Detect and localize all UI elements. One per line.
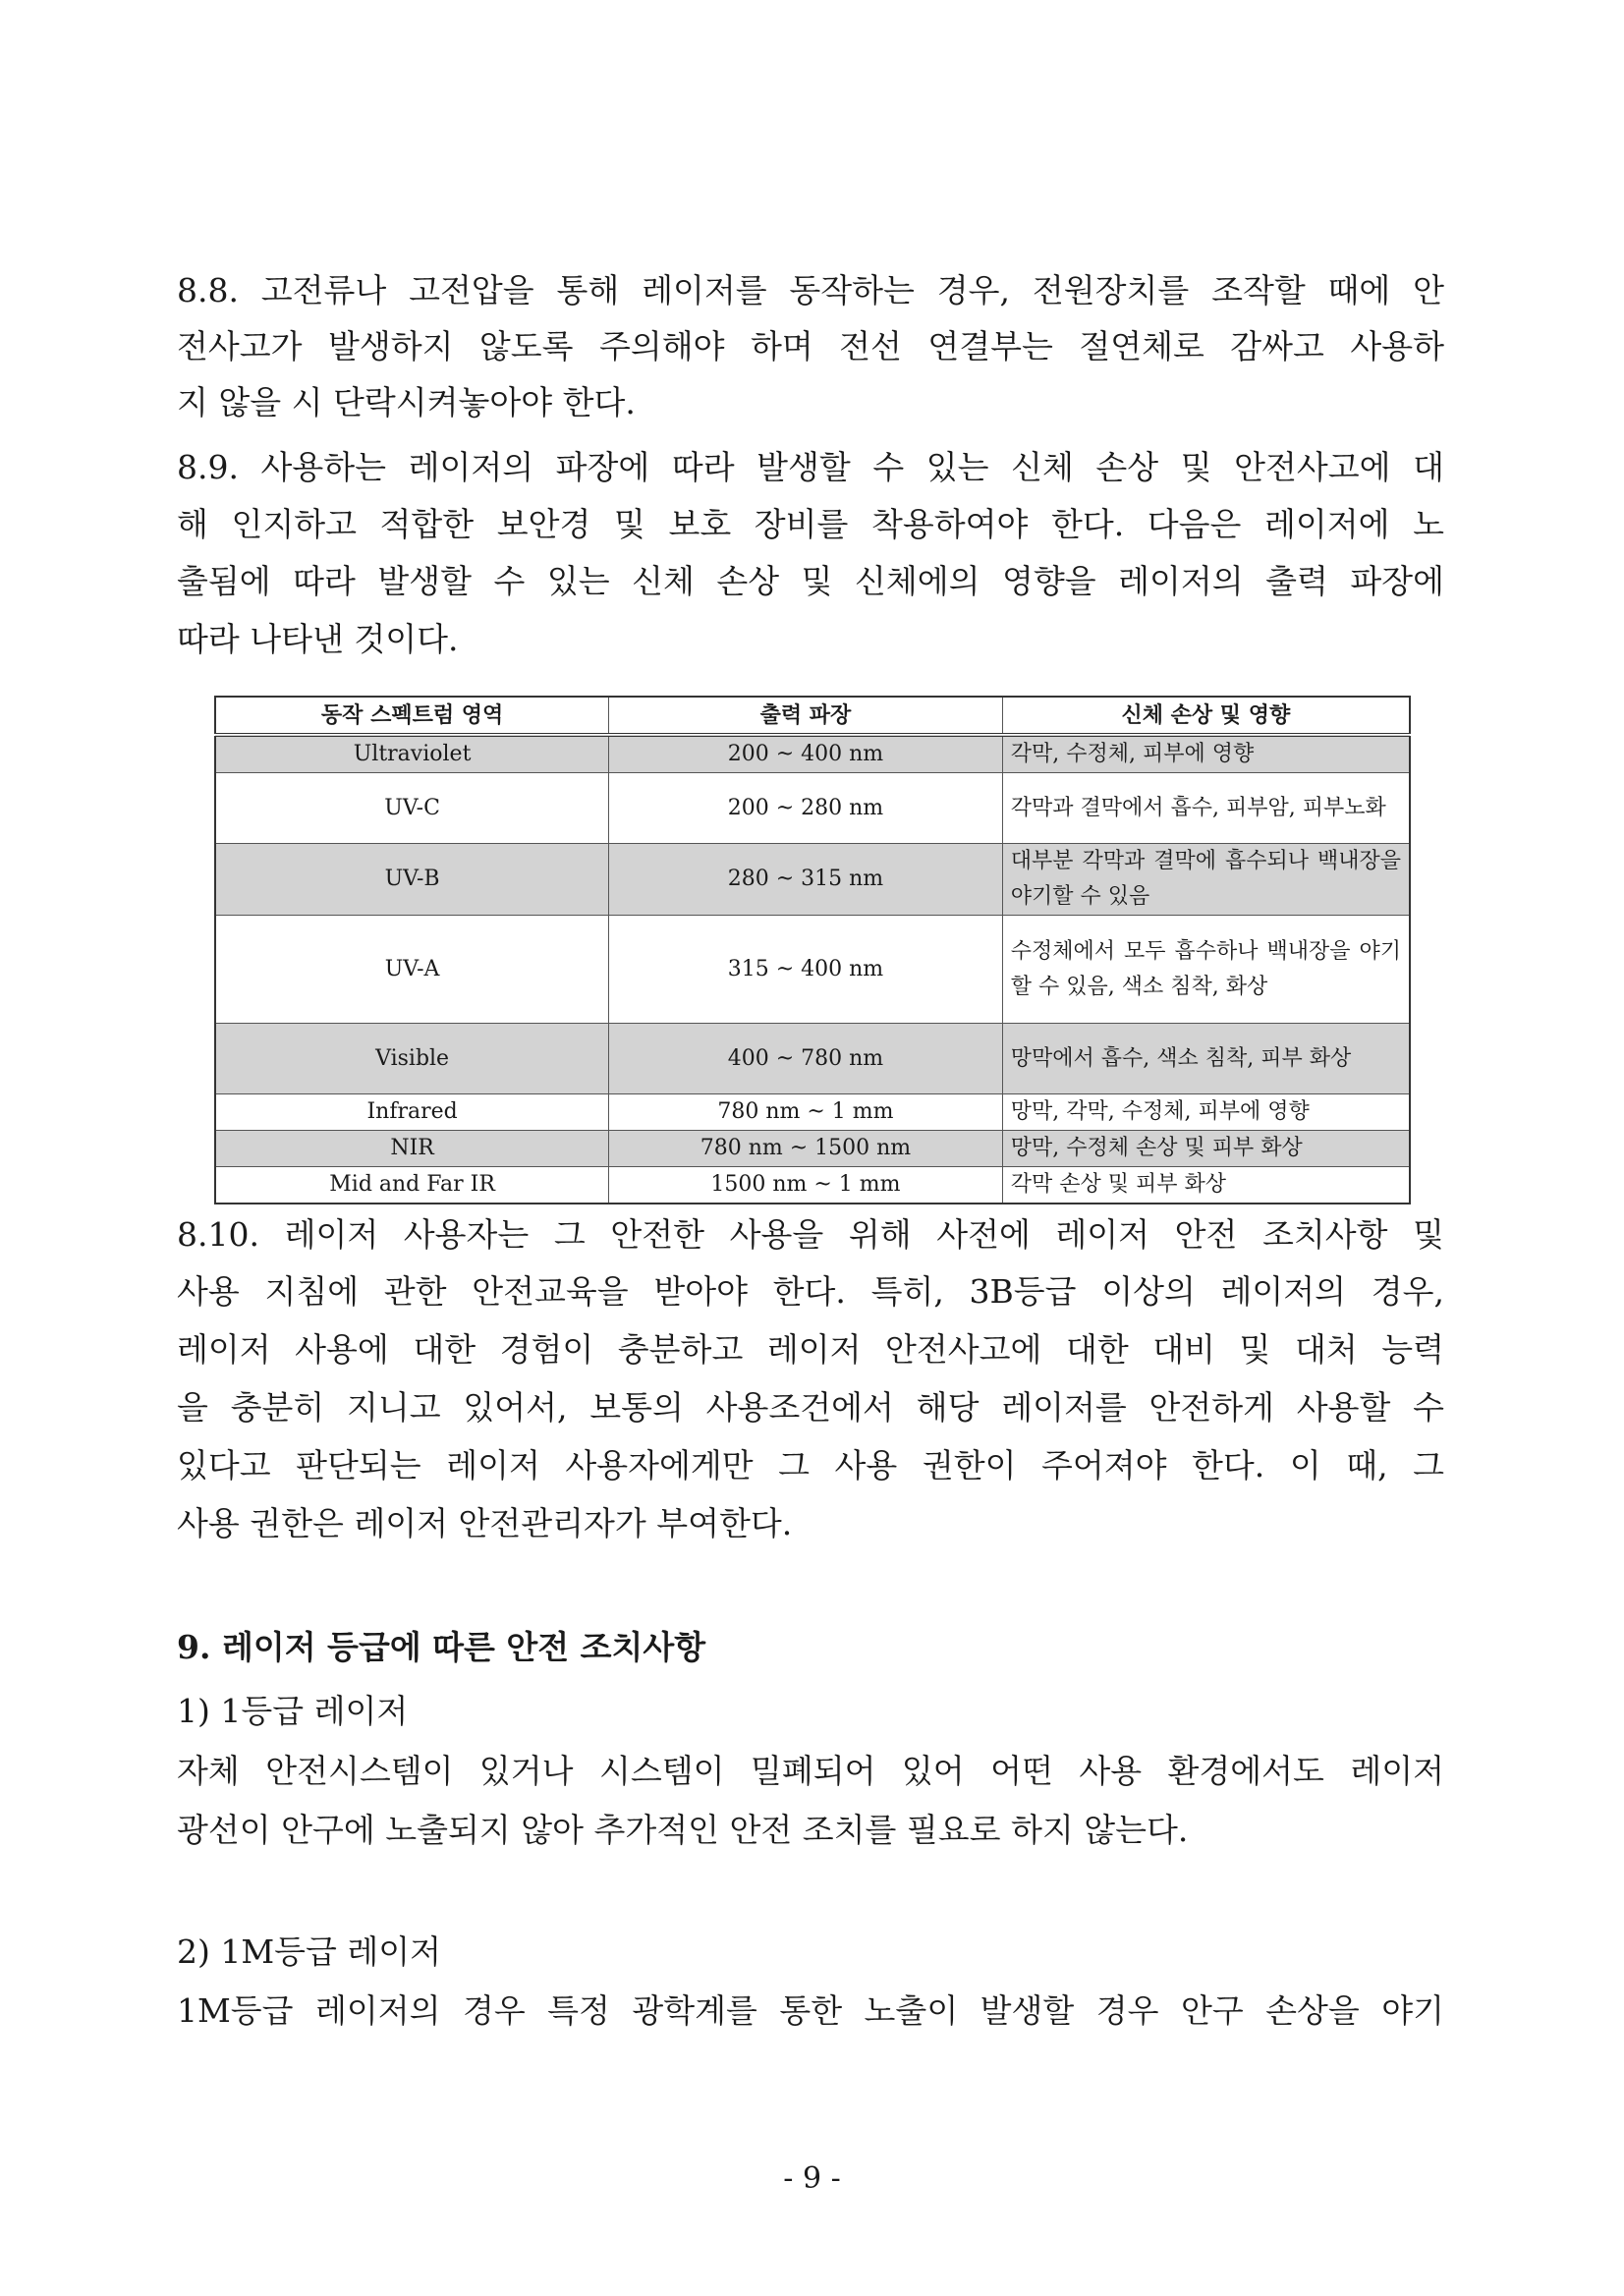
para-8-10-line-3: 레이저 사용에 대한 경험이 충분하고 레이저 안전사고에 대한 대비 및 대처 능력 <box>177 1330 1444 1369</box>
subsection-1-line-2: 광선이 안구에 노출되지 않아 추가적인 안전 조치를 필요로 하지 않는다. <box>177 1811 1189 1849</box>
para-8-8-line-3: 지 않을 시 단락시켜놓아야 한다. <box>177 383 636 421</box>
cell-wavelength: 200 ~ 400 nm <box>609 735 1003 773</box>
para-8-9-line-2: 해 인지하고 적합한 보안경 및 보호 장비를 착용하여야 한다. 다음은 레이저에 노 <box>177 505 1444 543</box>
cell-region: NIR <box>215 1131 609 1167</box>
cell-region: UV-B <box>215 844 609 916</box>
header-effect: 신체 손상 및 영향 <box>1002 697 1410 735</box>
section-9-title: 9. 레이저 등급에 따른 안전 조치사항 <box>177 1628 706 1666</box>
page-number: - 9 - <box>783 2161 841 2196</box>
table-row <box>215 1094 1410 1131</box>
cell-effect: 각막, 수정체, 피부에 영향 <box>1002 735 1410 773</box>
subsection-2-title: 2) 1M등급 레이저 <box>177 1932 442 1971</box>
para-8-9-line-3: 출됨에 따라 발생할 수 있는 신체 손상 및 신체에의 영향을 레이저의 출력 파장에 <box>177 562 1444 600</box>
para-8-10-line-4: 을 충분히 지니고 있어서, 보통의 사용조건에서 해당 레이저를 안전하게 사용할 수 <box>177 1388 1444 1427</box>
para-8-8-line-1: 8.8. 고전류나 고전압을 통해 레이저를 동작하는 경우, 전원장치를 조작할 때에 안 <box>177 271 1444 309</box>
table-header-row <box>215 697 1410 735</box>
table-row <box>215 844 1410 916</box>
cell-region: Visible <box>215 1024 609 1094</box>
para-8-9-line-1: 8.9. 사용하는 레이저의 파장에 따라 발생할 수 있는 신체 손상 및 안전사고에 대 <box>177 448 1444 486</box>
table-row <box>215 1131 1410 1167</box>
table-row <box>215 735 1410 773</box>
cell-effect: 각막과 결막에서 흡수, 피부암, 피부노화 <box>1002 773 1410 844</box>
cell-wavelength: 315 ~ 400 nm <box>609 916 1003 1024</box>
para-8-10-line-2: 사용 지침에 관한 안전교육을 받아야 한다. 특히, 3B등급 이상의 레이저의 경우, <box>177 1272 1444 1311</box>
subsection-2-line-1: 1M등급 레이저의 경우 특정 광학계를 통한 노출이 발생할 경우 안구 손상을 야기 <box>177 1991 1444 2030</box>
cell-region: Infrared <box>215 1094 609 1131</box>
cell-region: UV-C <box>215 773 609 844</box>
cell-effect: 수정체에서 모두 흡수하나 백내장을 야기할 수 있음, 색소 침착, 화상 <box>1002 916 1410 1024</box>
cell-effect: 망막에서 흡수, 색소 침착, 피부 화상 <box>1002 1024 1410 1094</box>
subsection-1-line-1: 자체 안전시스템이 있거나 시스템이 밀폐되어 있어 어떤 사용 환경에서도 레이저 <box>177 1752 1444 1790</box>
para-8-10-line-1: 8.10. 레이저 사용자는 그 안전한 사용을 위해 사전에 레이저 안전 조치사항 및 <box>177 1215 1444 1254</box>
cell-effect: 대부분 각막과 결막에 흡수되나 백내장을 야기할 수 있음 <box>1002 844 1410 916</box>
cell-region: UV-A <box>215 916 609 1024</box>
table-row <box>215 773 1410 844</box>
cell-wavelength: 280 ~ 315 nm <box>609 844 1003 916</box>
subsection-1-title: 1) 1등급 레이저 <box>177 1692 409 1730</box>
table-body <box>215 735 1410 1204</box>
cell-region: Mid and Far IR <box>215 1167 609 1204</box>
para-8-10-line-5: 있다고 판단되는 레이저 사용자에게만 그 사용 권한이 주어져야 한다. 이 때, 그 <box>177 1446 1444 1484</box>
para-8-9-line-4: 따라 나타낸 것이다. <box>177 620 459 658</box>
cell-wavelength: 1500 nm ~ 1 mm <box>609 1167 1003 1204</box>
cell-effect: 각막 손상 및 피부 화상 <box>1002 1167 1410 1204</box>
cell-wavelength: 780 nm ~ 1 mm <box>609 1094 1003 1131</box>
wavelength-effects-table <box>214 696 1411 1204</box>
header-region: 동작 스펙트럼 영역 <box>215 697 609 735</box>
cell-wavelength: 200 ~ 280 nm <box>609 773 1003 844</box>
cell-wavelength: 400 ~ 780 nm <box>609 1024 1003 1094</box>
header-wavelength: 출력 파장 <box>609 697 1003 735</box>
table-row <box>215 916 1410 1024</box>
cell-region: Ultraviolet <box>215 735 609 773</box>
table-row <box>215 1024 1410 1094</box>
para-8-8-line-2: 전사고가 발생하지 않도록 주의해야 하며 전선 연결부는 절연체로 감싸고 사용하 <box>177 327 1444 365</box>
para-8-10-line-6: 사용 권한은 레이저 안전관리자가 부여한다. <box>177 1504 793 1542</box>
cell-wavelength: 780 nm ~ 1500 nm <box>609 1131 1003 1167</box>
cell-effect: 망막, 각막, 수정체, 피부에 영향 <box>1002 1094 1410 1131</box>
table-row <box>215 1167 1410 1204</box>
cell-effect: 망막, 수정체 손상 및 피부 화상 <box>1002 1131 1410 1167</box>
